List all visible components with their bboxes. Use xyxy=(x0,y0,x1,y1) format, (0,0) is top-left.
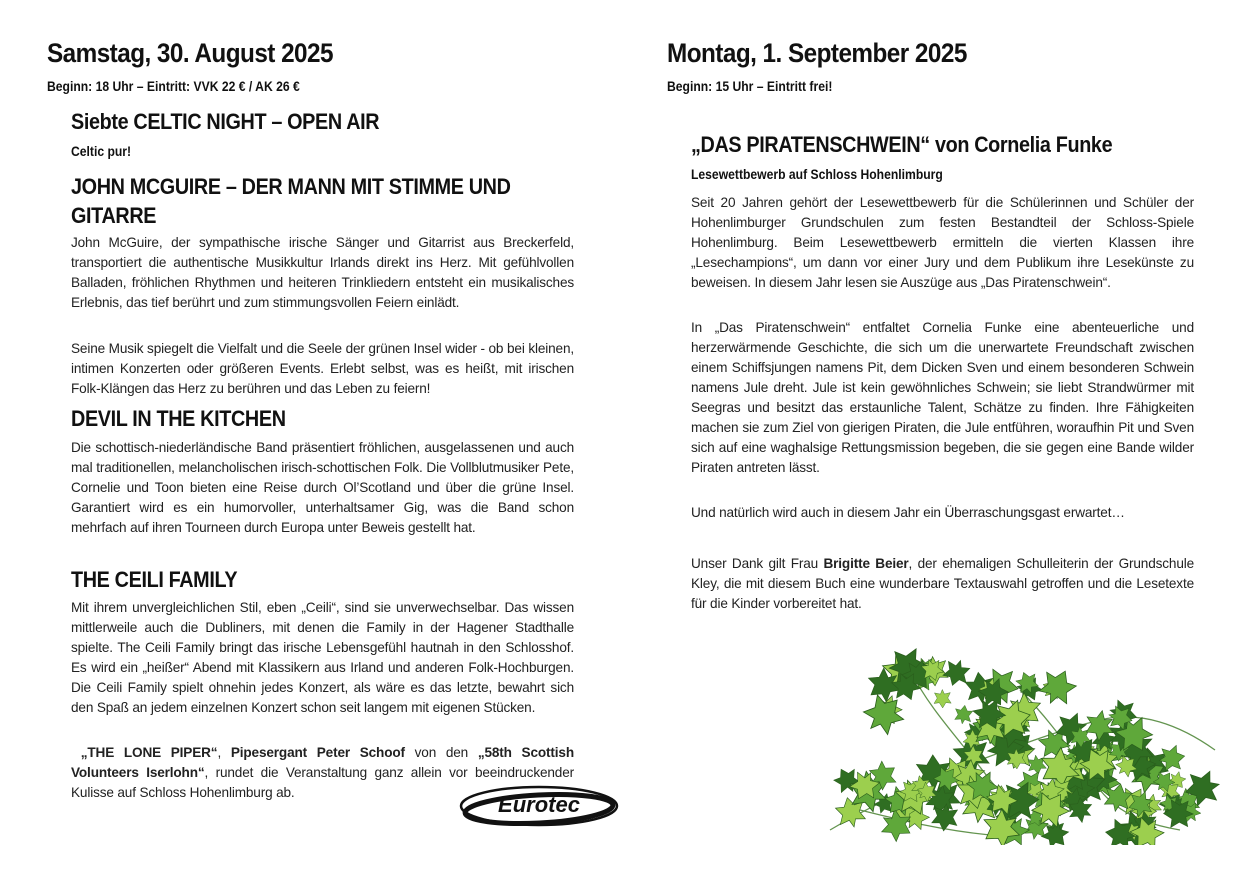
band-name: „58th Scottish Volunteers Iserlohn“ xyxy=(71,745,574,780)
closing-separator: , xyxy=(217,745,231,760)
act-description: Seine Musik spiegelt die Vielfalt und die Seele der grünen Insel wider - ob bei kleinen, intimen Konzerten oder größeren Events. Erlebt selbst, was es heißt, mit irischen Folk-Klängen das Herz zu berühren und das Leben zu feiern! xyxy=(71,341,574,396)
ivy-leaf xyxy=(1035,664,1080,710)
ivy-leaves-illustration xyxy=(820,630,1220,845)
ivy-leaf xyxy=(934,689,951,708)
thanks-intro: Unser Dank gilt Frau xyxy=(691,556,824,571)
event-info-line: Beginn: 18 Uhr – Eintritt: VVK 22 € / AK 26 € xyxy=(47,79,300,94)
ivy-leaf-cluster xyxy=(831,647,1220,845)
eurotec-logo xyxy=(459,785,619,827)
act-description: John McGuire, der sympathische irische Sänger und Gitarrist aus Breckerfeld, transportiert die authentische Musikkultur Irlands direkt ins Herz. Mit gefühlvollen Balladen, fröhlichen Rhythmen und heiteren Trinkliedern entsteht ein musikalisches Erlebnis, das tief berührt und zum stimmungsvollen Feiern einlädt. xyxy=(71,235,574,310)
closing-connector: von den xyxy=(404,745,478,760)
thanks-person-name: Brigitte Beier xyxy=(823,556,909,571)
act-title-ceili-family: THE CEILI FAMILY xyxy=(71,567,238,592)
act-title-john-mcguire: JOHN MCGUIRE – DER MANN MIT STIMME UND GITARRE xyxy=(71,174,511,228)
surprise-guest-note: Und natürlich wird auch in diesem Jahr ein Überraschungsgast erwartet… xyxy=(691,505,1125,520)
act-title-devil-in-the-kitchen: DEVIL IN THE KITCHEN xyxy=(71,406,286,431)
event-title: Siebte CELTIC NIGHT – OPEN AIR xyxy=(71,109,380,134)
event-tagline: Lesewettbewerb auf Schloss Hohenlimburg xyxy=(691,167,943,182)
act-description: Mit ihrem unvergleichlichen Stil, eben „Ceili“, sind sie unverwechselbar. Das wissen mittlerweile auch die Dubliners, mit denen die Family in der Hagener Stadthalle spielte. The Ceili Family bringt das irische Lebensgefühl hautnah in den Schlosshof. Es wird ein „heißer“ Abend mit Klassikern aus Irland und anderen Folk-Hochburgen. Die Ceili Family spielt ohnehin jedes Konzert, als wäre es das letzte, bewahrt sich den Spaß an jedem einzelnen Konzert schon seit langem mit eigenen Stücken. xyxy=(71,600,574,715)
event-tagline: Celtic pur! xyxy=(71,144,132,159)
date-title: Montag, 1. September 2025 xyxy=(667,38,967,68)
act-description: Die schottisch-niederländische Band präsentiert fröhlichen, ausgelassenen und auch mal traditionellen, melancholischen irisch-schottischen Folk. Die Vollblutmusiker Pete, Cornelie und Toon bieten eine Reise durch Ol’Scotland und über die grüne Insel. Garantiert wird es ein humorvoller, unterhaltsamer Gig, was die Band schon mehrfach auf ihren Tourneen durch Europa unter Beweis gestellt hat. xyxy=(71,440,574,535)
closing-text: , rundet die Veranstaltung ganz allein vor beeindruckender Kulisse auf Schloss Hohenlimburg ab. xyxy=(71,765,574,800)
event-description: Seit 20 Jahren gehört der Lesewettbewerb für die Schülerinnen und Schüler der Hohenlimburger Grundschulen zum festen Bestandteil der Schloss-Spiele Hohenlimburg. Beim Lesewettbewerb ermitteln die vierten Klassen ihre „Lesechampions“, um dann vor einer Jury und dem Publikum ihre Lesekünste zu beweisen. In diesem Jahr lesen sie Auszüge aus „Das Piratenschwein“. xyxy=(691,195,1194,290)
ivy-leaf xyxy=(954,704,974,725)
thanks-paragraph xyxy=(691,554,1194,614)
date-title: Samstag, 30. August 2025 xyxy=(47,38,333,68)
event-title: „DAS PIRATENSCHWEIN“ von Cornelia Funke xyxy=(691,132,1113,157)
piper-person-name: Pipesergant Peter Schoof xyxy=(230,745,405,760)
lone-piper-name: „THE LONE PIPER“ xyxy=(80,745,218,760)
logo-wordmark: Eurotec xyxy=(498,792,580,817)
event-info-line: Beginn: 15 Uhr – Eintritt frei! xyxy=(667,79,833,94)
story-description: In „Das Piratenschwein“ entfaltet Cornelia Funke eine abenteuerliche und herzerwärmende Geschichte, die sich um die unerwartete Freundschaft zwischen einem Schiffsjungen namens Pit, dem Dicken Sven und einem besonderen Schwein namens Jule dreht. Jule ist kein gewöhnliches Schwein; sie liebt Strandwürmer mit Seegras und besitzt das erstaunliche Talent, Schätze zu finden. Ihre Fähigkeiten machen sie zum Ziel von gierigen Piraten, die Jule entführen, woraufhin Pit und Sven sich auf eine waghalsige Rettungsmission begeben, die sie gegen eine Bande wilder Piraten antreten lässt. xyxy=(691,320,1194,475)
thanks-text: , der ehemaligen Schulleiterin der Grundschule Kley, die mit diesem Buch eine wunderbare Textauswahl getroffen und die Lesetexte für die Kinder vorbereitet hat. xyxy=(691,556,1195,611)
